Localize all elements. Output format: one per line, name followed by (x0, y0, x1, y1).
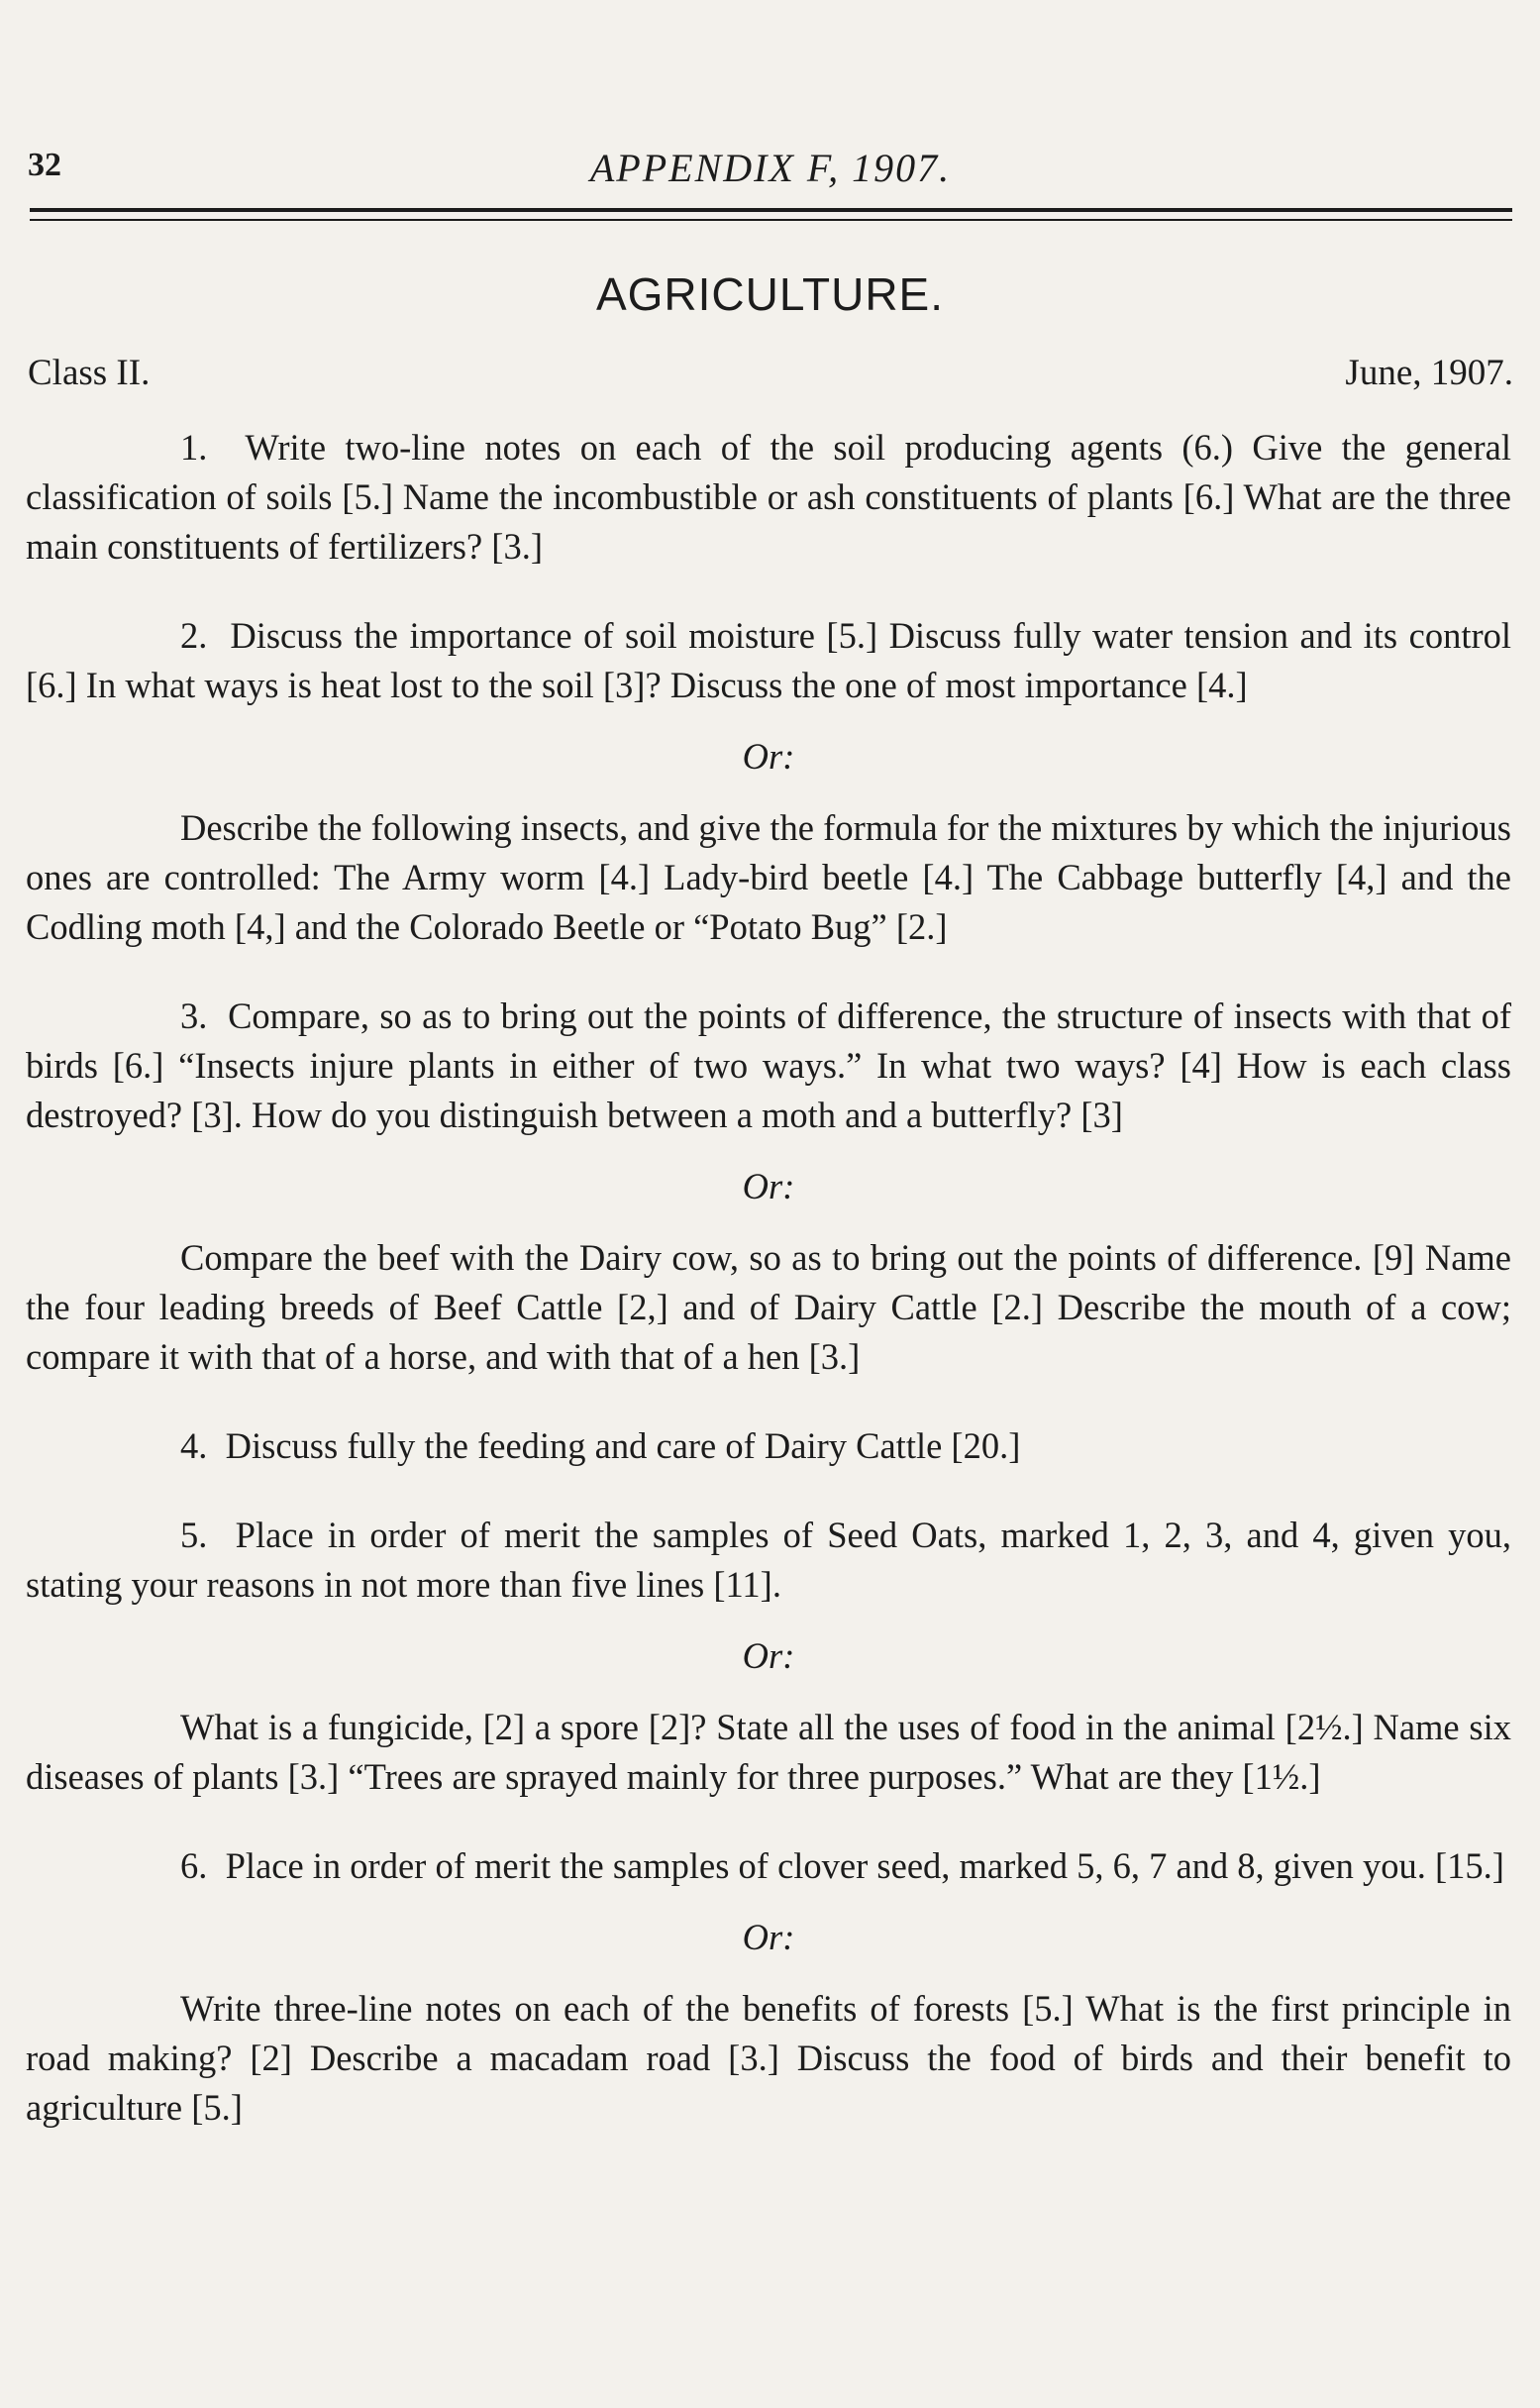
question-2 (26, 611, 1511, 710)
or-separator: Or: (742, 1166, 795, 1206)
header-rule-thick (30, 208, 1512, 212)
section-heading: AGRICULTURE. (595, 268, 945, 320)
class-label: Class II. (28, 353, 151, 393)
question-number: 4. (180, 1425, 208, 1466)
question-3 (26, 992, 1511, 1140)
question-text: Place in order of merit the samples of Seed Oats, marked 1, 2, 3, and 4, given you, stating your reasons in not more than five lines [11]. (26, 1515, 1512, 1605)
running-head (28, 139, 1513, 198)
question-2-alternative: Describe the following insects, and give the formula for the mixtures by which the injurious ones are controlled: The Army worm [4.] Lady-bird beetle [4.] The Cabbage butterfly [4,] and the Codling moth [4,] and the Colorado Beetle or “Potato Bug” [2.] (26, 807, 1511, 947)
page-number: 32 (28, 147, 61, 183)
question-number: 1. (180, 427, 208, 468)
question-number: 6. (180, 1845, 208, 1886)
question-text: Discuss the importance of soil moisture [5.] Discuss fully water tension and its control [6.] In what ways is heat lost to the soil [3]? Discuss the one of most importance [4.] (26, 615, 1512, 705)
question-5-alternative: What is a fungicide, [2] a spore [2]? State all the uses of food in the animal [2½.] Name six diseases of plants [3.] “Trees are sprayed mainly for three purposes.” What are they [1½.] (26, 1707, 1511, 1797)
question-text: Compare, so as to bring out the points of difference, the structure of insects with that of birds [6.] “Insects injure plants in either of two ways.” In what two ways? [4] How is each class destroyed? [3]. How do you distinguish between a moth and a butterfly? [3] (26, 995, 1511, 1135)
question-text: Place in order of merit the samples of clover seed, marked 5, 6, 7 and 8, given you. [15.] (225, 1845, 1504, 1886)
question-text: Write two-line notes on each of the soil producing agents (6.) Give the general classification of soils [5.] Name the incombustible or ash constituents of plants [6.] What are the three main constituents of fertilizers? [3.] (26, 427, 1511, 567)
or-separator: Or: (742, 1917, 795, 1957)
header-rule-thin (30, 219, 1512, 221)
exam-meta-row (28, 352, 1513, 401)
or-separator: Or: (742, 736, 795, 777)
question-4 (26, 1421, 1511, 1471)
question-5 (26, 1511, 1511, 1610)
questions-body (26, 423, 1511, 2133)
question-1 (26, 423, 1511, 572)
question-3-alternative: Compare the beef with the Dairy cow, so as to bring out the points of difference. [9] Name the four leading breeds of Beef Cattle [2,] and of Dairy Cattle [2.] Describe the mouth of a cow; compare it with that of a horse, and with that of a hen [3.] (26, 1237, 1511, 1377)
running-title: APPENDIX F, 1907. (589, 146, 952, 190)
question-number: 3. (180, 995, 208, 1036)
question-6-alternative: Write three-line notes on each of the benefits of forests [5.] What is the first principle in road making? [2] Describe a macadam road [3.] Discuss the food of birds and their benefit to agriculture [5.] (26, 1988, 1511, 2128)
question-number: 5. (180, 1515, 208, 1555)
or-separator: Or: (742, 1635, 795, 1676)
question-number: 2. (180, 615, 208, 656)
exam-date: June, 1907. (1345, 353, 1513, 393)
question-6 (26, 1841, 1511, 1891)
question-text: Discuss fully the feeding and care of Dairy Cattle [20.] (225, 1425, 1021, 1466)
